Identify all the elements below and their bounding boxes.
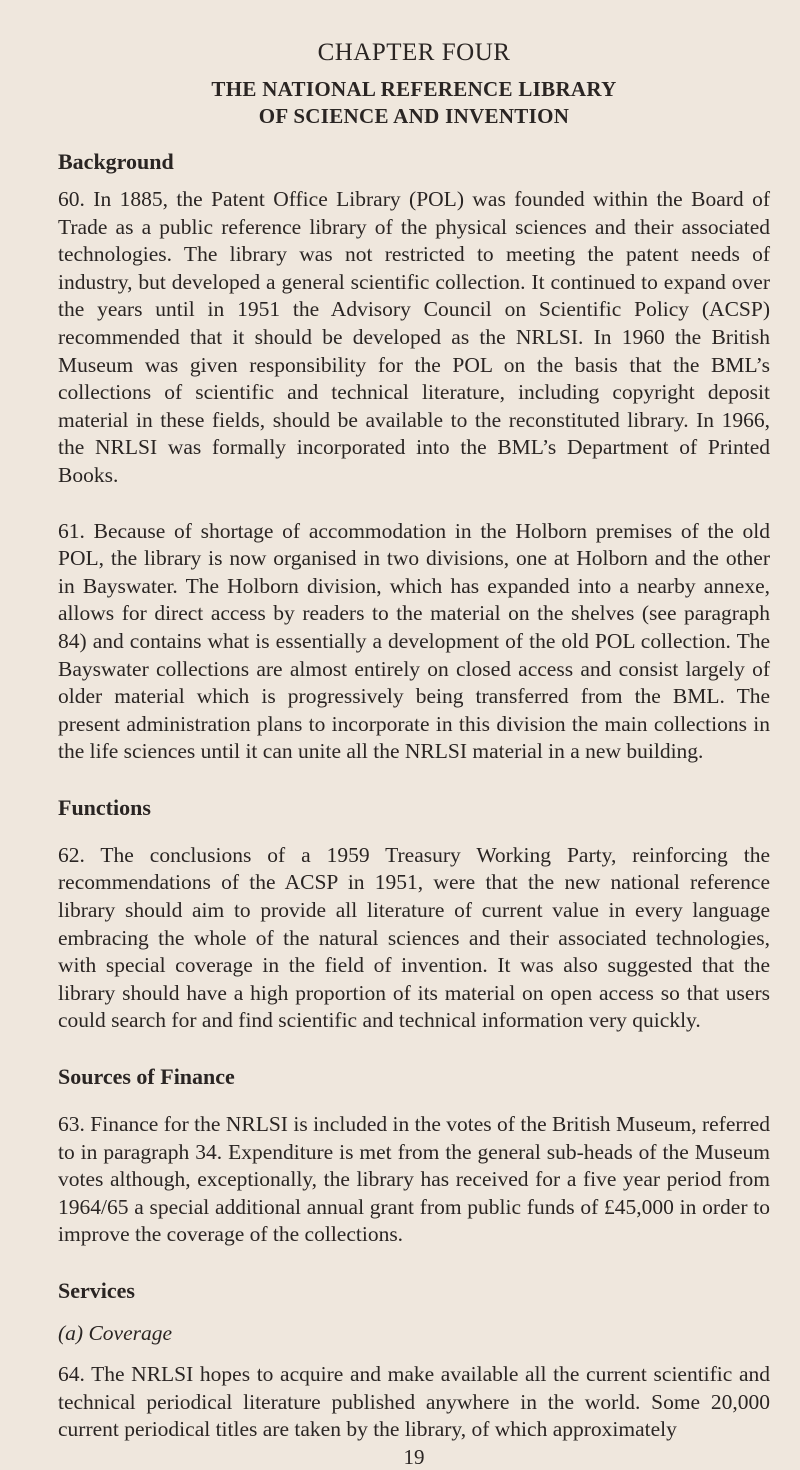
chapter-title: CHAPTER FOUR (317, 39, 511, 66)
page-title (58, 76, 770, 130)
section-heading-functions: Functions (58, 794, 151, 820)
subheading-coverage: (a) Coverage (58, 1321, 173, 1345)
paragraph-61: 61. Because of shortage of accommodation in the Holborn premises of the old POL, the library is now organised in two divisions, one at Holborn and the other in Bayswater. The Holborn division, which has expanded into a nearby annexe, allows for direct access by readers to the material on the shelves (see paragraph 84) and contains what is essentially a development of the old POL collection. The Bayswater collections are almost entirely on closed access and consist largely of older material which is progressively being transferred from the BML. The present administration plans to incorporate in this division the main collections in the life sciences until it can unite all the NRLSI material in a new building. (58, 518, 770, 764)
page-number: 19 (403, 1444, 425, 1469)
title-line-2: OF SCIENCE AND INVENTION (258, 104, 570, 128)
paragraph-62: 62. The conclusions of a 1959 Treasury Working Party, reinforcing the recommendations of the ACSP in 1951, were that the new national reference library should aim to provide all literature of current value in every language embracing the whole of the natural sciences and their associated technologies, with special coverage in the field of invention. It was also suggested that the library should have a high proportion of its material on open access so that users could search for and find scientific and technical information very quickly. (58, 842, 770, 1033)
title-line-1: THE NATIONAL REFERENCE LIBRARY (211, 77, 617, 101)
section-heading-background: Background (58, 149, 174, 174)
section-heading-finance: Sources of Finance (58, 1064, 235, 1090)
paragraph-63: 63. Finance for the NRLSI is included in the votes of the British Museum, referred to in paragraph 34. Expenditure is met from the general sub-heads of the Museum votes although, exceptionally, the library has received for a five year period from 1964/65 a special additional annual grant from public funds of £45,000 in order to improve the coverage of the collections. (58, 1112, 770, 1247)
paragraph-64: 64. The NRLSI hopes to acquire and make available all the current scientific and technical periodical literature published anywhere in the world. Some 20,000 current periodical titles are taken by the library, of which approximately (58, 1362, 770, 1442)
paragraph-60: 60. In 1885, the Patent Office Library (POL) was founded within the Board of Trade as a public reference library of the physical sciences and their associated technologies. The library was not restricted to meeting the patent needs of industry, but developed a general scientific collection. It continued to expand over the years until in 1951 the Advisory Council on Scientific Policy (ACSP) recommended that it should be developed as the NRLSI. In 1960 the British Museum was given responsibility for the POL on the basis that the BML’s collections of scientific and technical literature, including copyright deposit material in these fields, should be available to the reconstituted library. In 1966, the NRLSI was formally incorporated into the BML’s Department of Printed Books. (58, 187, 770, 487)
section-heading-services: Services (58, 1278, 135, 1303)
